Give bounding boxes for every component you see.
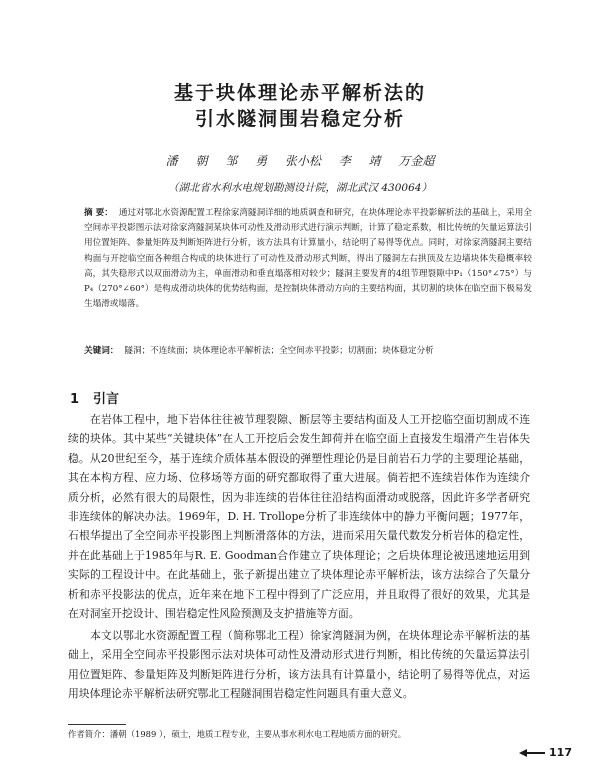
body-paragraph-1: 在岩体工程中，地下岩体往往被节理裂隙、断层等主要结构面及人工开挖临空面切割成不连续的块体。其中某些“关键块体”在人工开挖后会发生卸荷并在临空面上直接发生塌滑产生岩体失稳。从20世纪至今，基于连续介质体基本假设的弹塑性理论仍是目前岩石力学的主要理论基础，其在本构方程、应力场、位移场等方面的研究都取得了重大进展。倘若把不连续岩体作为连续介质分析，必然有很大的局限性，因为非连续的岩体往往沿结构面滑动或脱落，因此许多学者研究非连续体的解决办法。1969年，D. H. Trollope分析了非连续体中的静力平衡问题；1977年，石根华提出了全空间赤平投影图上判断滑落体的方法，进而采用矢量代数发分析岩体的稳定性，并在此基础上于1985年与R. E. Goodman合作建立了块体理论；之后块体理论被迅速地运用到实际的工程设计中。在此基础上，张子新提出建立了块体理论赤平解析法，该方法综合了矢量分析和赤平投影法的优点，近年来在地下工程中得到了广泛应用，并且取得了很好的效果，尤其是在对洞室开挖设计、围岩稳定性风险预测及支护措施等方面。 [68, 413, 530, 621]
paper-title-line-2: 引水隧洞围岩稳定分析 [194, 108, 405, 130]
footnote-divider [68, 724, 126, 725]
abstract-text: 通过对鄂北水资源配置工程徐家湾隧洞详细的地质调查和研究，在块体理论赤平投影解析法的基础上，采用全空间赤平投影图示法对徐家湾隧洞某块体可动性及滑动形式进行演示判断，计算了稳定系数，相比传统的矢量运算法引用位置矩阵、参量矩阵及判断矩阵进行分析，该方法具有计算量小，结论明了易得等优点。同时，对徐家湾隧洞主要结构面与开挖临空面各种组合构成的块体进行了可动性及滑动形式判断，得出了隧洞左右拱顶及左边墙块体失稳概率较高，其失稳形式以双面滑动为主，单面滑动和垂直塌落相对较少；隧洞主要发育的4组节理裂隙中P₁（150°∠75°）与P₄（270°∠60°）是构成滑动块体的优势结构面，是控制块体滑动方向的主要结构面，其切割的块体在临空面下极易发生塌滑或塌落。 [84, 208, 532, 310]
keywords-label: 关键词： [84, 346, 119, 356]
author-footnote: 作者简介：潘朝（1989 ），硕士，地质工程专业，主要从事水利水电工程地质方面的研究。 [68, 729, 407, 739]
abstract [84, 206, 532, 312]
abstract-label: 摘 要： [84, 208, 113, 218]
page-number: 117 [549, 746, 572, 759]
section-number: 1 [70, 392, 80, 407]
section-heading [70, 388, 119, 407]
arrow-left-icon [519, 749, 545, 757]
body-paragraph-2: 本文以鄂北水资源配置工程（简称鄂北工程）徐家湾隧洞为例，在块体理论赤平解析法的基础上，采用全空间赤平投影图示法对块体可动性及滑动形式进行判断，相比传统的矢量运算法引用位置矩阵、参量矩阵及判断矩阵进行分析，该方法具有计算量小，结论明了易得等优点，对运用块体理论赤平解析法研究鄂北工程隧洞围岩稳定性问题具有重大意义。 [68, 629, 530, 701]
section-title: 引言 [93, 392, 120, 407]
page-folio [519, 746, 572, 759]
author-affiliation: （湖北省水利水电规划勘测设计院，湖北武汉 430064） [168, 182, 432, 194]
keywords [84, 344, 532, 359]
author-list: 潘 朝 邹 勇 张小松 李 靖 万金超 [165, 154, 435, 168]
keywords-text: 隧洞；不连续面；块体理论赤平解析法；全空间赤平投影；切割面；块体稳定分析 [124, 346, 434, 356]
paper-title-line-1: 基于块体理论赤平解析法的 [173, 82, 426, 104]
